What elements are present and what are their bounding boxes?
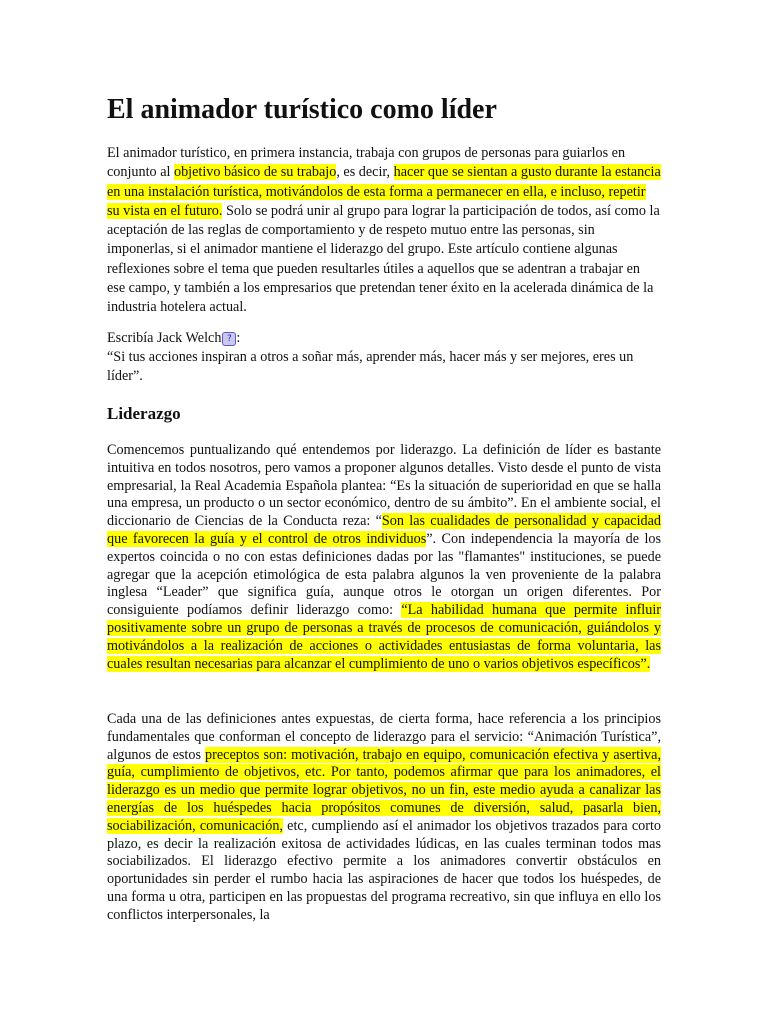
para2-text-2: ”. Con independencia la mayoría de los expertos coincida o no con estas definiciones dadas por las "flamantes" instituciones, se puede agregar que la acepción etimológica de esta palabra algunos la ven proveniente de la palabra inglesa “Leader” que significa guía, aunque otros le otorgan un origen diferentes. Por consiguiente podíamos definir liderazgo como:	[107, 530, 661, 619]
quote-colon: :	[236, 330, 241, 346]
highlight-objective: objetivo básico de su trabajo	[173, 164, 337, 181]
intro-paragraph	[107, 144, 661, 318]
para2-text-1: Comencemos puntualizando qué entendemos por liderazgo. La definición de líder es bastante intuitiva en todos nosotros, pero vamos a proponer algunos detalles. Visto desde el punto de vista empresarial, la Real Academia Española plantea: “Es la situación de superioridad en que se halla una empresa, un producto o un sector económico, dentro de su ámbito”. En el ambiente social, el diccionario de Ciencias de la Conducta reza: “	[107, 442, 661, 530]
para3-text-2: etc, cumpliendo así el animador los objetivos trazados para corto plazo, es decir la realización exitosa de actividades lúdicas, en las cuales terminan todos mas sociabilizados. El liderazgo efectivo permite a los animadores convertir obstáculos en oportunidades sin perder el rumbo hacia las aspiraciones de hacer que todos los huéspedes, de una forma u otra, participen en las propuestas del programa recreativo, sin que influya en ello los conflictos interpersonales, la	[107, 817, 662, 923]
principles-paragraph	[107, 711, 661, 925]
intro-text-2: , es decir,	[336, 164, 394, 181]
section-heading-liderazgo: Liderazgo	[107, 404, 181, 423]
highlight-precepts: preceptos son: motivación, trabajo en equipo, comunicación efectiva y asertiva, guía, cumplimiento de objetivos, etc. Por tanto, podemos afirmar que para los animadores, el liderazgo es un medio que permite lograr objetivos, no un fin, este medio ayuda a canalizar las energías de los huéspedes hacia propósitos comunes de diversión, salud, pasarla bien, sociabilización, comunicación,	[107, 746, 661, 834]
quote-lead: Escribía Jack Welch	[107, 330, 222, 346]
reference-help-icon[interactable]: ?	[222, 332, 236, 346]
highlight-goal: hacer que se sientan a gusto durante la estancia en una instalación turística, motivándolos de esta forma a permanecer en ella, e incluso, repetir su vista en el futuro.	[107, 164, 661, 219]
quote-block	[107, 329, 661, 386]
page-title: El animador turístico como líder	[107, 94, 497, 125]
intro-text-3: Solo se podrá unir al grupo para lograr la participación de todos, así como la aceptación de las reglas de comportamiento y de respeto mutuo entre las personas, sin imponerlas, si el animador mantiene el liderazgo del grupo. Este artículo contiene algunas reflexiones sobre el tema que pueden resultarles útiles a aquellos que se adentran a trabajar en ese campo, y también a los empresarios que pretendan tener éxito en la acelerada dinámica de la industria hotelera actual.	[107, 202, 660, 316]
para3-text-1: Cada una de las definiciones antes expuestas, de cierta forma, hace referencia a los principios fundamentales que conforman el concepto de liderazgo para el servicio: “Animación Turística”, algunos de estos	[107, 711, 661, 763]
highlight-definition-social: Son las cualidades de personalidad y capacidad que favorecen la guía y el control de otros individuos	[107, 513, 661, 547]
definition-paragraph	[107, 442, 661, 673]
highlight-definition-leadership: “La habilidad humana que permite influir positivamente sobre un grupo de personas a través de procesos de comunicación, guiándolos y motivándolos a la realización de acciones o actividades entusiastas de forma voluntaria, las cuales resultan necesarias para alcanzar el cumplimiento de uno o varios objetivos específicos”.	[107, 602, 661, 672]
intro-text-1: El animador turístico, en primera instancia, trabaja con grupos de personas para guiarlos en conjunto al	[107, 145, 626, 181]
quote-text: “Si tus acciones inspiran a otros a soñar más, aprender más, hacer más y ser mejores, eres un líder”.	[107, 349, 634, 384]
